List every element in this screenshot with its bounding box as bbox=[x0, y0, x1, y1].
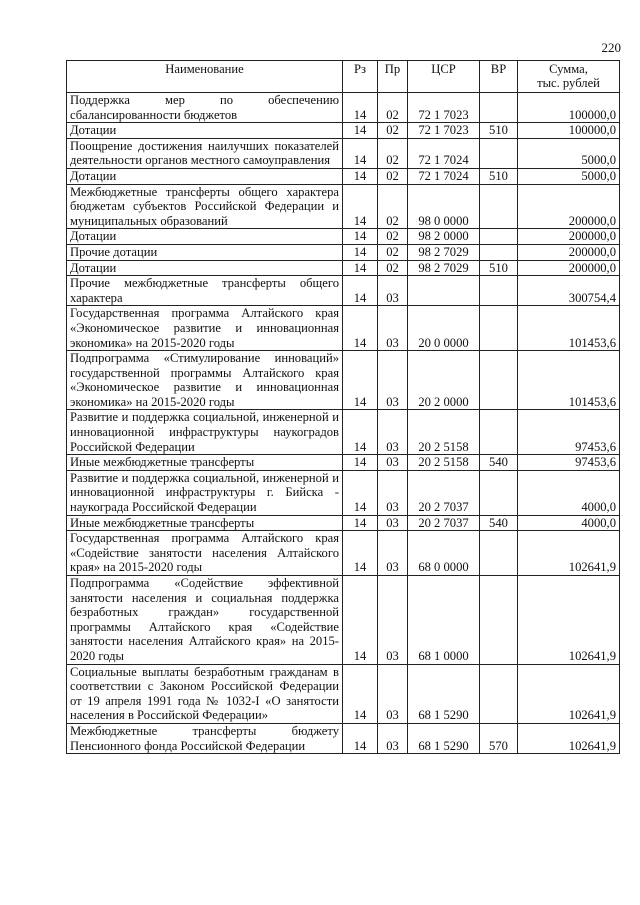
vr-cell bbox=[480, 244, 518, 260]
pr-cell: 02 bbox=[378, 138, 408, 168]
pr-cell: 02 bbox=[378, 184, 408, 229]
sum-cell: 5000,0 bbox=[518, 168, 620, 184]
page-number: 220 bbox=[601, 40, 621, 55]
rz-cell: 14 bbox=[343, 723, 378, 753]
table-row bbox=[67, 515, 620, 531]
budget-table bbox=[66, 60, 620, 754]
csr-cell: 68 0 0000 bbox=[408, 531, 480, 576]
table-row bbox=[67, 123, 620, 139]
csr-cell: 20 2 7037 bbox=[408, 470, 480, 515]
rz-cell: 14 bbox=[343, 123, 378, 139]
sum-cell: 97453,6 bbox=[518, 410, 620, 455]
vr-cell bbox=[480, 531, 518, 576]
name-cell: Дотации bbox=[67, 168, 343, 184]
csr-cell: 20 2 7037 bbox=[408, 515, 480, 531]
sum-cell: 101453,6 bbox=[518, 351, 620, 410]
vr-cell bbox=[480, 138, 518, 168]
header-sum-line2: тыс. рублей bbox=[537, 76, 600, 90]
sum-cell: 101453,6 bbox=[518, 306, 620, 351]
name-cell: Поощрение достижения наилучших показателей деятельности органов местного самоуправления bbox=[67, 138, 343, 168]
vr-cell bbox=[480, 306, 518, 351]
rz-cell: 14 bbox=[343, 515, 378, 531]
pr-cell: 03 bbox=[378, 351, 408, 410]
rz-cell: 14 bbox=[343, 138, 378, 168]
vr-cell bbox=[480, 351, 518, 410]
csr-cell: 68 1 0000 bbox=[408, 576, 480, 665]
pr-cell: 03 bbox=[378, 410, 408, 455]
pr-cell: 03 bbox=[378, 531, 408, 576]
csr-cell: 72 1 7024 bbox=[408, 168, 480, 184]
sum-cell: 102641,9 bbox=[518, 576, 620, 665]
header-rz: Рз bbox=[343, 61, 378, 93]
table-row bbox=[67, 138, 620, 168]
name-cell: Поддержка мер по обеспечению сбалансированности бюджетов bbox=[67, 93, 343, 123]
sum-cell: 4000,0 bbox=[518, 470, 620, 515]
rz-cell: 14 bbox=[343, 576, 378, 665]
vr-cell: 510 bbox=[480, 260, 518, 276]
rz-cell: 14 bbox=[343, 93, 378, 123]
table-row bbox=[67, 93, 620, 123]
vr-cell: 540 bbox=[480, 455, 518, 471]
name-cell: Межбюджетные трансферты бюджету Пенсионного фонда Российской Федерации bbox=[67, 723, 343, 753]
vr-cell: 510 bbox=[480, 123, 518, 139]
header-sum bbox=[518, 61, 620, 93]
table-row bbox=[67, 664, 620, 723]
rz-cell: 14 bbox=[343, 306, 378, 351]
rz-cell: 14 bbox=[343, 184, 378, 229]
header-sum-line1: Сумма, bbox=[549, 62, 588, 76]
name-cell: Межбюджетные трансферты общего характера бюджетам субъектов Российской Федерации и муниципальных образований bbox=[67, 184, 343, 229]
table-header bbox=[67, 61, 620, 93]
name-cell: Иные межбюджетные трансферты bbox=[67, 515, 343, 531]
name-cell: Государственная программа Алтайского края «Содействие занятости населения Алтайского края» на 2015-2020 годы bbox=[67, 531, 343, 576]
name-cell: Дотации bbox=[67, 229, 343, 245]
name-cell: Развитие и поддержка социальной, инженерной и инновационной инфраструктуры наукоградов Российской Федерации bbox=[67, 410, 343, 455]
name-cell: Подпрограмма «Содействие эффективной занятости населения и социальная поддержка безработных граждан» государственной программы Алтайского края «Содействие занятости населения Алтайского края» на 2015-2020 годы bbox=[67, 576, 343, 665]
rz-cell: 14 bbox=[343, 664, 378, 723]
sum-cell: 97453,6 bbox=[518, 455, 620, 471]
pr-cell: 02 bbox=[378, 244, 408, 260]
csr-cell: 72 1 7023 bbox=[408, 93, 480, 123]
table-row bbox=[67, 184, 620, 229]
vr-cell bbox=[480, 576, 518, 665]
rz-cell: 14 bbox=[343, 351, 378, 410]
rz-cell: 14 bbox=[343, 470, 378, 515]
table-row bbox=[67, 244, 620, 260]
pr-cell: 03 bbox=[378, 276, 408, 306]
vr-cell: 570 bbox=[480, 723, 518, 753]
vr-cell: 540 bbox=[480, 515, 518, 531]
table-row bbox=[67, 351, 620, 410]
csr-cell: 98 2 7029 bbox=[408, 260, 480, 276]
pr-cell: 03 bbox=[378, 664, 408, 723]
sum-cell: 300754,4 bbox=[518, 276, 620, 306]
header-csr: ЦСР bbox=[408, 61, 480, 93]
pr-cell: 03 bbox=[378, 306, 408, 351]
header-row bbox=[67, 61, 620, 93]
sum-cell: 102641,9 bbox=[518, 531, 620, 576]
rz-cell: 14 bbox=[343, 410, 378, 455]
header-vr: ВР bbox=[480, 61, 518, 93]
table-row bbox=[67, 410, 620, 455]
csr-cell: 20 2 5158 bbox=[408, 455, 480, 471]
table-row bbox=[67, 168, 620, 184]
pr-cell: 03 bbox=[378, 455, 408, 471]
rz-cell: 14 bbox=[343, 455, 378, 471]
table-row bbox=[67, 470, 620, 515]
table-row bbox=[67, 723, 620, 753]
csr-cell bbox=[408, 276, 480, 306]
sum-cell: 4000,0 bbox=[518, 515, 620, 531]
vr-cell bbox=[480, 276, 518, 306]
pr-cell: 03 bbox=[378, 576, 408, 665]
sum-cell: 200000,0 bbox=[518, 184, 620, 229]
csr-cell: 72 1 7023 bbox=[408, 123, 480, 139]
csr-cell: 98 0 0000 bbox=[408, 184, 480, 229]
table-row bbox=[67, 229, 620, 245]
table-row bbox=[67, 455, 620, 471]
sum-cell: 200000,0 bbox=[518, 229, 620, 245]
csr-cell: 98 2 7029 bbox=[408, 244, 480, 260]
sum-cell: 100000,0 bbox=[518, 93, 620, 123]
rz-cell: 14 bbox=[343, 260, 378, 276]
vr-cell: 510 bbox=[480, 168, 518, 184]
pr-cell: 02 bbox=[378, 168, 408, 184]
rz-cell: 14 bbox=[343, 229, 378, 245]
pr-cell: 03 bbox=[378, 470, 408, 515]
vr-cell bbox=[480, 229, 518, 245]
name-cell: Государственная программа Алтайского края «Экономическое развитие и инновационная экономика» на 2015-2020 годы bbox=[67, 306, 343, 351]
vr-cell bbox=[480, 184, 518, 229]
pr-cell: 02 bbox=[378, 123, 408, 139]
name-cell: Прочие межбюджетные трансферты общего характера bbox=[67, 276, 343, 306]
pr-cell: 02 bbox=[378, 260, 408, 276]
name-cell: Развитие и поддержка социальной, инженерной и инновационной инфраструктуры г. Бийска - наукограда Российской Федерации bbox=[67, 470, 343, 515]
table-row bbox=[67, 276, 620, 306]
csr-cell: 68 1 5290 bbox=[408, 664, 480, 723]
table-body bbox=[67, 93, 620, 754]
vr-cell bbox=[480, 93, 518, 123]
pr-cell: 03 bbox=[378, 723, 408, 753]
table-row bbox=[67, 306, 620, 351]
header-pr: Пр bbox=[378, 61, 408, 93]
sum-cell: 102641,9 bbox=[518, 723, 620, 753]
name-cell: Иные межбюджетные трансферты bbox=[67, 455, 343, 471]
sum-cell: 5000,0 bbox=[518, 138, 620, 168]
rz-cell: 14 bbox=[343, 168, 378, 184]
csr-cell: 20 2 5158 bbox=[408, 410, 480, 455]
pr-cell: 03 bbox=[378, 515, 408, 531]
name-cell: Социальные выплаты безработным гражданам в соответствии с Законом Российской Федерации от 19 апреля 1991 года № 1032-I «О занятости населения в Российской Федерации» bbox=[67, 664, 343, 723]
rz-cell: 14 bbox=[343, 276, 378, 306]
header-name: Наименование bbox=[67, 61, 343, 93]
table-row bbox=[67, 576, 620, 665]
csr-cell: 68 1 5290 bbox=[408, 723, 480, 753]
vr-cell bbox=[480, 664, 518, 723]
csr-cell: 20 0 0000 bbox=[408, 306, 480, 351]
name-cell: Дотации bbox=[67, 123, 343, 139]
vr-cell bbox=[480, 410, 518, 455]
rz-cell: 14 bbox=[343, 244, 378, 260]
csr-cell: 98 2 0000 bbox=[408, 229, 480, 245]
sum-cell: 200000,0 bbox=[518, 244, 620, 260]
sum-cell: 102641,9 bbox=[518, 664, 620, 723]
csr-cell: 20 2 0000 bbox=[408, 351, 480, 410]
csr-cell: 72 1 7024 bbox=[408, 138, 480, 168]
table-row bbox=[67, 260, 620, 276]
name-cell: Дотации bbox=[67, 260, 343, 276]
table-row bbox=[67, 531, 620, 576]
sum-cell: 200000,0 bbox=[518, 260, 620, 276]
sum-cell: 100000,0 bbox=[518, 123, 620, 139]
pr-cell: 02 bbox=[378, 93, 408, 123]
name-cell: Подпрограмма «Стимулирование инноваций» государственной программы Алтайского края «Экономическое развитие и инновационная экономика» на 2015-2020 годы bbox=[67, 351, 343, 410]
name-cell: Прочие дотации bbox=[67, 244, 343, 260]
vr-cell bbox=[480, 470, 518, 515]
pr-cell: 02 bbox=[378, 229, 408, 245]
rz-cell: 14 bbox=[343, 531, 378, 576]
